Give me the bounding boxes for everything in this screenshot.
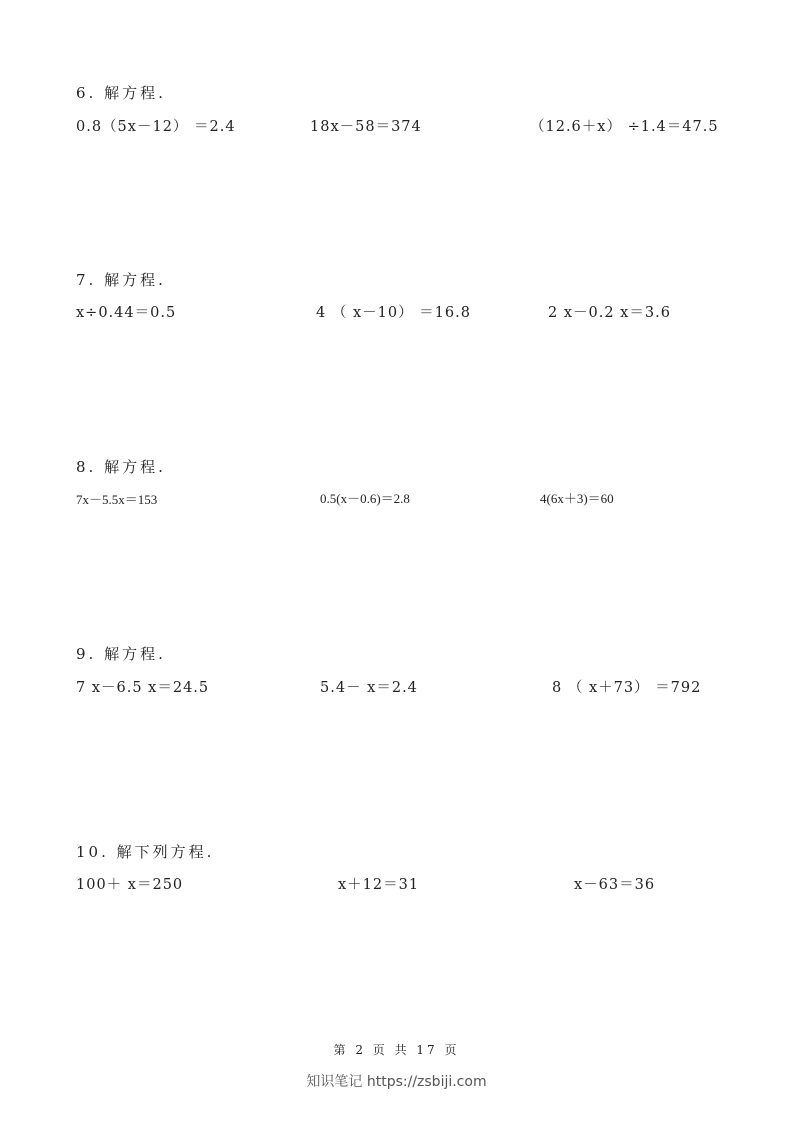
question-7-title: 7. 解方程. <box>76 271 166 289</box>
question-6-title: 6. 解方程. <box>76 84 166 102</box>
page-number: 第 2 页 共 17 页 <box>333 1043 460 1057</box>
equation-10-3: x－63＝36 <box>574 877 656 893</box>
equation-9-2: 5.4－ x＝2.4 <box>320 680 418 696</box>
question-9-title: 9. 解方程. <box>76 645 166 663</box>
equation-10-1: 100＋ x＝250 <box>76 877 184 893</box>
watermark: 知识笔记 https://zsbiji.com <box>306 1074 487 1090</box>
equation-7-2: 4 （ x－10） ＝16.8 <box>316 305 471 321</box>
equation-10-2: x＋12＝31 <box>338 877 420 893</box>
equation-6-3: （12.6＋x） ÷1.4＝47.5 <box>530 119 719 135</box>
question-10-title: 10. 解下列方程. <box>76 843 215 861</box>
equation-7-1: x÷0.44＝0.5 <box>76 305 177 321</box>
question-8-title: 8. 解方程. <box>76 458 166 476</box>
equation-8-3: 4(6x＋3)＝60 <box>540 491 614 506</box>
equation-8-1: 7x－5.5x＝153 <box>76 492 158 507</box>
equation-9-3: 8 （ x＋73） ＝792 <box>552 680 702 696</box>
equation-6-2: 18x－58＝374 <box>310 119 422 135</box>
equation-7-3: 2 x－0.2 x＝3.6 <box>548 305 671 321</box>
equation-9-1: 7 x－6.5 x＝24.5 <box>76 680 210 696</box>
equation-8-2: 0.5(x－0.6)＝2.8 <box>320 491 410 506</box>
equation-6-1: 0.8（5x－12） ＝2.4 <box>76 119 236 135</box>
